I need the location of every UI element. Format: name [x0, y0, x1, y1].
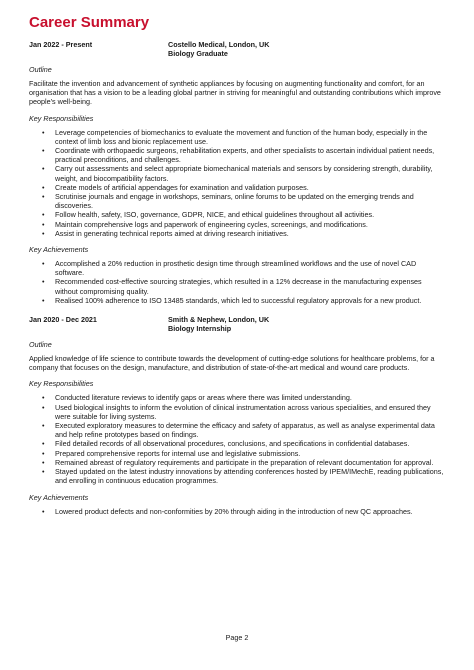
bullet-icon: •: [42, 259, 45, 269]
responsibilities-list: [29, 393, 445, 485]
achievements-label: Key Achievements: [29, 245, 89, 255]
job-header: [29, 315, 445, 333]
list-item: [42, 210, 445, 220]
responsibilities-list: [29, 128, 445, 238]
list-item: [42, 439, 445, 449]
bullet-icon: •: [42, 457, 45, 467]
list-item: [42, 467, 445, 486]
outline-text: Facilitate the invention and advancement of synthetic appliances by focusing on augmenting functionality and comfort, for an organisation that has a vision to be a leading global partner in striving for meaningful and outstanding contributions which improve people’s well-being.: [29, 79, 441, 107]
list-item: [42, 448, 445, 458]
list-item-text: Recommended cost-effective sourcing strategies, which resulted in a 12% decrease in the manufacturing expenses without compromising quality.: [55, 277, 422, 296]
bullet-icon: •: [42, 393, 45, 403]
list-item-text: Prepared comprehensive reports for internal use and legislative submissions.: [55, 448, 301, 458]
bullet-icon: •: [42, 127, 45, 137]
list-item: [42, 228, 445, 238]
list-item: [42, 182, 445, 192]
bullet-icon: •: [42, 146, 45, 156]
job-company: Costello Medical, London, UK: [168, 40, 270, 49]
bullet-icon: •: [42, 219, 45, 229]
list-item: [42, 277, 445, 296]
list-item-text: Accomplished a 20% reduction in prosthetic design time through streamlined workflows and the use of novel CAD software.: [55, 259, 417, 278]
bullet-icon: •: [42, 421, 45, 431]
job-employer: [168, 40, 445, 58]
bullet-icon: •: [42, 467, 45, 477]
jobs-list: [29, 40, 445, 516]
list-item-text: Stayed updated on the latest industry innovations by attending conferences hosted by IPEM/IMechE, reading publications, and enrolling in continuous education programmes.: [55, 467, 444, 486]
outline-text: Applied knowledge of life science to contribute towards the development of cutting-edge solutions for healthcare problems, for a company that focuses on the design, manufacture, and distribution of state-of-the-art medical and wound care products.: [29, 354, 435, 373]
list-item: [42, 192, 445, 211]
bullet-icon: •: [42, 192, 45, 202]
bullet-icon: •: [42, 439, 45, 449]
page-number: Page 2: [225, 633, 249, 642]
outline-label: Outline: [29, 340, 52, 350]
bullet-icon: •: [42, 295, 45, 305]
achievements-list: [29, 507, 445, 516]
job-role: Biology Graduate: [168, 49, 228, 58]
bullet-icon: •: [42, 277, 45, 287]
list-item: [42, 164, 445, 183]
list-item: [42, 259, 445, 278]
achievements-list: [29, 259, 445, 305]
list-item-text: Coordinate with orthopaedic surgeons, rehabilitation experts, and other specialists to ascertain individual patient needs, practical preconditions, and challenges.: [55, 146, 435, 165]
list-item: [42, 402, 445, 421]
achievements-label: Key Achievements: [29, 492, 89, 502]
job-header: [29, 40, 445, 58]
bullet-icon: •: [42, 164, 45, 174]
list-item-text: Conducted literature reviews to identify gaps or areas where there was limited understanding.: [55, 393, 352, 403]
list-item-text: Leverage competencies of biomechanics to evaluate the movement and function of the human body, especially in the context of limb loss and bionic replacement use.: [55, 127, 428, 146]
bullet-icon: •: [42, 402, 45, 412]
list-item: [42, 127, 445, 146]
job-dates: Jan 2022 - Present: [29, 40, 93, 49]
bullet-icon: •: [42, 210, 45, 220]
outline-label: Outline: [29, 65, 52, 74]
list-item: [42, 393, 445, 403]
list-item: [42, 457, 445, 467]
responsibilities-label: Key Responsibilities: [29, 113, 94, 123]
list-item-text: Filed detailed records of all observational procedures, conclusions, and specifications in confidential databases.: [55, 439, 410, 449]
list-item: [42, 219, 445, 229]
list-item-text: Assist in generating technical reports aimed at driving research initiatives.: [55, 228, 289, 238]
job-entry: [29, 315, 445, 516]
list-item-text: Realised 100% adherence to ISO 13485 standards, which led to successful regulatory approvals for a new product.: [55, 295, 422, 305]
job-entry: [29, 40, 445, 305]
list-item-text: Scrutinise journals and engage in workshops, seminars, online forums to be updated on the emerging trends and discoveries.: [55, 192, 414, 211]
list-item-text: Executed exploratory measures to determine the efficacy and safety of apparatus, as well as analyse experimental data and help refine prototypes based on findings.: [55, 421, 435, 440]
job-employer: [168, 315, 445, 333]
bullet-icon: •: [42, 448, 45, 458]
list-item: [42, 506, 445, 516]
list-item-text: Carry out assessments and select appropriate biomechanical materials and sensors by considering strength, durability, weight, and biocompatibility factors.: [55, 164, 433, 183]
bullet-icon: •: [42, 182, 45, 192]
list-item: [42, 295, 445, 305]
job-dates: Jan 2020 - Dec 2021: [29, 315, 97, 325]
list-item-text: Create models of artificial appendages for examination and validation purposes.: [55, 182, 309, 192]
list-item: [42, 421, 445, 440]
list-item-text: Maintain comprehensive logs and paperwork of engineering cycles, screenings, and modifications.: [55, 219, 368, 229]
bullet-icon: •: [42, 228, 45, 238]
list-item-text: Remained abreast of regulatory requirements and participate in the preparation of relevant documentation for approval.: [55, 457, 434, 467]
job-role: Biology Internship: [168, 324, 232, 334]
responsibilities-label: Key Responsibilities: [29, 379, 94, 389]
list-item-text: Used biological insights to inform the evolution of clinical instrumentation across various specialities, and ensured they were suitable for living systems.: [55, 402, 431, 421]
bullet-icon: •: [42, 506, 45, 516]
job-company: Smith & Nephew, London, UK: [168, 315, 270, 325]
list-item-text: Lowered product defects and non-conformities by 20% through aiding in the introduction of new QC approaches.: [55, 506, 413, 516]
list-item-text: Follow health, safety, ISO, governance, GDPR, NICE, and ethical guidelines throughout all activities.: [55, 210, 375, 220]
list-item: [42, 146, 445, 165]
section-title: Career Summary: [29, 14, 150, 31]
